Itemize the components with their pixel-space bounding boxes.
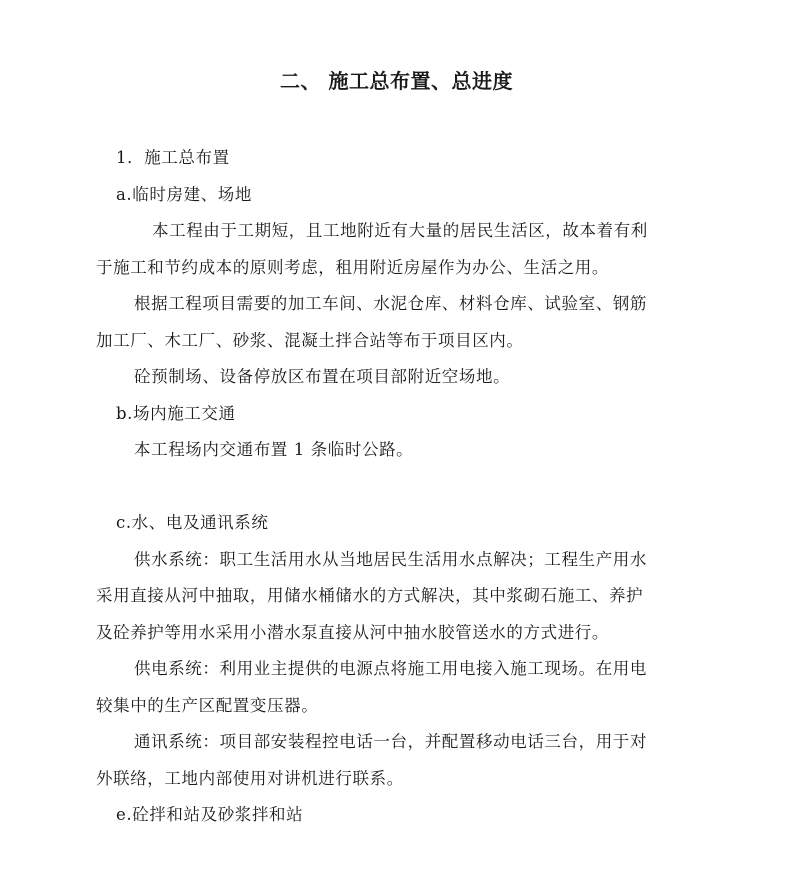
- paragraph-line: 本工程由于工期短，且工地附近有大量的居民生活区，故本着有利: [152, 221, 648, 240]
- subheading-water-power-communication: c.水、电及通讯系统: [116, 513, 269, 532]
- blank-line: [96, 469, 702, 506]
- paragraph-line: 加工厂、木工厂、砂浆、混凝土拌合站等布于项目区内。: [96, 330, 524, 350]
- paragraph-line: 较集中的生产区配置变压器。: [96, 695, 319, 715]
- paragraph-line: 通讯系统：项目部安装程控电话一台，并配置移动电话三台，用于对: [134, 732, 647, 751]
- subheading-temporary-buildings: a.临时房建、场地: [116, 184, 252, 204]
- paragraph-line: 外联络，工地内部使用对讲机进行联系。: [96, 768, 404, 788]
- paragraph-line: 及砼养护等用水采用小潜水泵直接从河中抽水胶管送水的方式进行。: [96, 622, 609, 642]
- paragraph-line: 砼预制场、设备停放区布置在项目部附近空场地。: [134, 367, 511, 386]
- paragraph-line: 根据工程项目需要的加工车间、水泥仓库、材料仓库、试验室、钢筋: [134, 294, 647, 313]
- paragraph-line: 本工程场内交通布置 1 条临时公路。: [134, 440, 414, 459]
- paragraph-line: 于施工和节约成本的原则考虑，租用附近房屋作为办公、生活之用。: [96, 257, 609, 277]
- paragraph-line: 供水系统：职工生活用水从当地居民生活用水点解决；工程生产用水: [134, 549, 647, 569]
- subheading-mixing-stations: e.砼拌和站及砂浆拌和站: [116, 805, 304, 824]
- paragraph-line: 供电系统：利用业主提供的电源点将施工用电接入施工现场。在用电: [134, 659, 647, 678]
- section-title: 二、 施工总布置、总进度: [280, 69, 513, 93]
- paragraph-line: 采用直接从河中抽取，用储水桶储水的方式解决，其中浆砌石施工、养护: [96, 586, 644, 605]
- heading-construction-layout: 1．施工总布置: [116, 148, 230, 167]
- subheading-site-traffic: b.场内施工交通: [116, 403, 236, 423]
- document-body: [96, 140, 702, 834]
